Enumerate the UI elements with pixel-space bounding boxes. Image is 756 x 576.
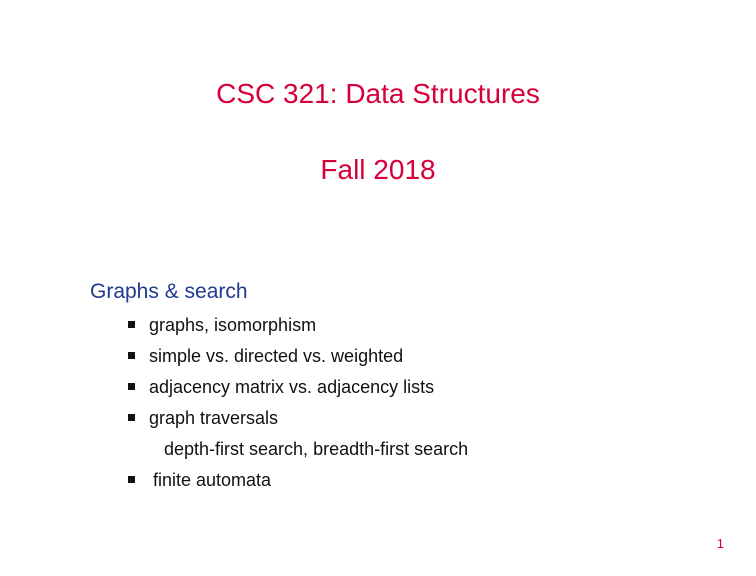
slide-title: CSC 321: Data Structures bbox=[216, 78, 540, 109]
slide-subtitle: Fall 2018 bbox=[320, 154, 436, 185]
bullet-text: adjacency matrix vs. adjacency lists bbox=[149, 377, 435, 397]
square-bullet-icon bbox=[128, 321, 135, 328]
square-bullet-icon bbox=[128, 352, 135, 359]
bullet-text: finite automata bbox=[153, 470, 272, 490]
square-bullet-icon bbox=[128, 383, 135, 390]
page-number: 1 bbox=[716, 536, 724, 551]
bullet-text: simple vs. directed vs. weighted bbox=[149, 346, 404, 366]
sub-bullet-text: depth-first search, breadth-first search bbox=[164, 439, 469, 459]
square-bullet-icon bbox=[128, 476, 135, 483]
section-heading: Graphs & search bbox=[90, 280, 248, 303]
bullet-text: graph traversals bbox=[149, 408, 279, 428]
bullet-text: graphs, isomorphism bbox=[149, 315, 317, 335]
square-bullet-icon bbox=[128, 414, 135, 421]
